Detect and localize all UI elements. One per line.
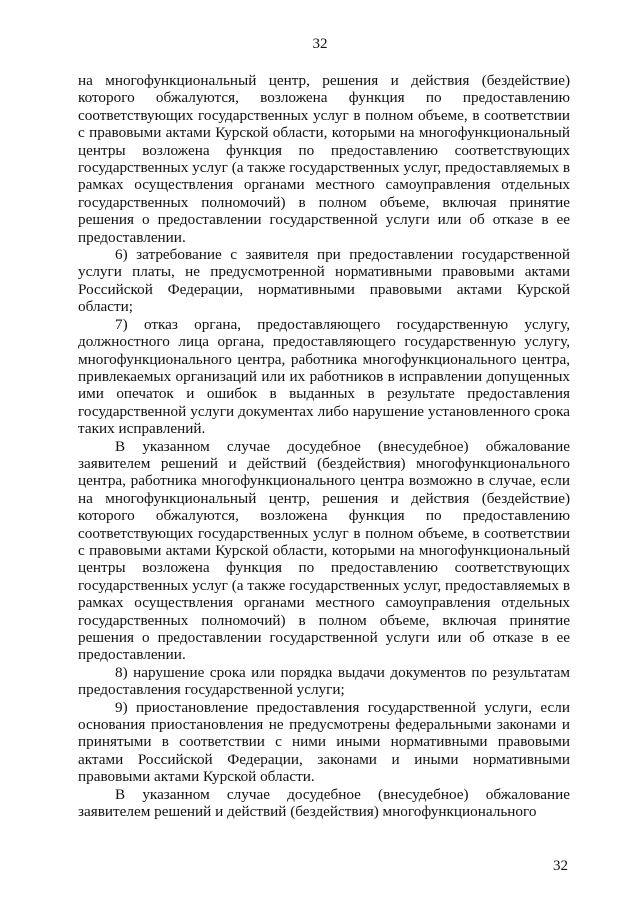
paragraph-item-9: 9) приостановление предоставления государственной услуги, если основания приостановления не предусмотрены федеральными законами и принятыми в соответствии с ними иными нормативными правовыми актами Российской Федерации, законами и иными нормативными правовыми актами Курской области. — [78, 698, 570, 786]
paragraph-continuation: на многофункциональный центр, решения и действия (бездействие) которого обжалуются, возложена функция по предоставлению соответствующих государственных услуг в полном объеме, в соответствии с правовыми актами Курской области, которыми на многофункциональный центры возложена функция по предоставлению соответствующих государственных услуг (а также государственных услуг, предоставляемых в рамках осуществления органами местного самоуправления отдельных государственных полномочий) в полном объеме, включая принятие решения о предоставлении государственной услуги или об отказе в ее предоставлении. — [78, 72, 570, 246]
paragraph-mfc-appeal-1: В указанном случае досудебное (внесудебное) обжалование заявителем решений и действий (бездействия) многофункционального центра, работника многофункционального центра возможно в случае, если на многофункциональный центр, решения и действия (бездействие) которого обжалуются, возложена функция по предоставлению соответствующих государственных услуг в полном объеме, в соответствии с правовыми актами Курской области, которыми на многофункциональный центры возложена функция по предоставлению соответствующих государственных услуг (а также государственных услуг, предоставляемых в рамках осуществления органами местного самоуправления отдельных государственных полномочий) в полном объеме, включая принятие решения о предоставлении государственной услуги или об отказе в ее предоставлении. — [78, 437, 570, 664]
paragraph-mfc-appeal-2: В указанном случае досудебное (внесудебное) обжалование заявителем решений и действий (бездействия) многофункционального — [78, 785, 570, 821]
document-body — [78, 72, 570, 820]
paragraph-item-8: 8) нарушение срока или порядка выдачи документов по результатам предоставления государственной услуги; — [78, 663, 570, 699]
paragraph-item-6: 6) затребование с заявителя при предоставлении государственной услуги платы, не предусмотренной нормативными правовыми актами Российской Федерации, нормативными правовыми актами Курской области; — [78, 246, 570, 316]
paragraph-item-7: 7) отказ органа, предоставляющего государственную услугу, должностного лица органа, предоставляющего государственную услугу, многофункционального центра, работника многофункционального центра, привлекаемых организаций или их работников в исправлении допущенных ими опечаток и ошибок в выданных в результате предоставления государственной услуги документах либо нарушение установленного срока таких исправлений. — [78, 315, 570, 438]
page-number-top: 32 — [312, 36, 328, 52]
page-number-bottom: 32 — [553, 858, 568, 874]
